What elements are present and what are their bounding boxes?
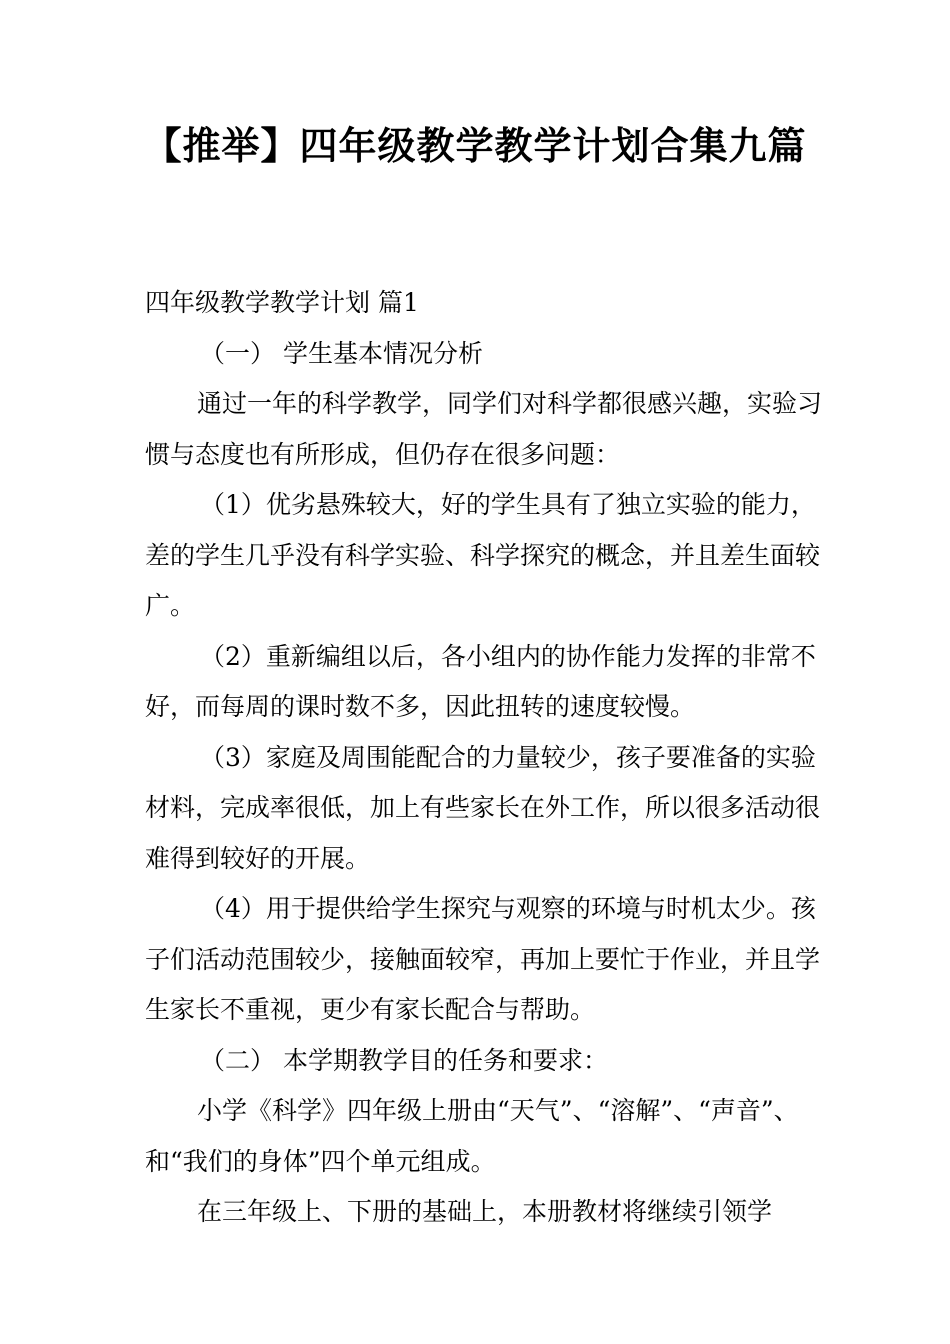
part2-paragraph-2: 在三年级上、下册的基础上，本册教材将继续引领学 — [197, 1197, 773, 1226]
part1-intro-paragraph: 通过一年的科学教学，同学们对科学都很感兴趣，实验习惯与态度也有所形成，但仍存在很多问题： — [145, 389, 823, 469]
section-heading: 四年级教学教学计划 篇1 — [145, 288, 419, 317]
part2-paragraph-1: 小学《科学》四年级上册由“天气”、“溶解”、“声音”、和“我们的身体”四个单元组成。 — [145, 1096, 799, 1176]
part1-item-2: （2）重新编组以后，各小组内的协作能力发挥的非常不好，而每周的课时数不多，因此扭转的速度较慢。 — [145, 641, 816, 721]
document-body — [145, 278, 825, 1238]
part1-item-4: （4）用于提供给学生探究与观察的环境与时机太少。孩子们活动范围较少，接触面较窄，再加上要忙于作业，并且学生家长不重视，更少有家长配合与帮助。 — [145, 894, 821, 1024]
part1-item-3: （3）家庭及周围能配合的力量较少，孩子要准备的实验材料，完成率很低，加上有些家长在外工作，所以很多活动很难得到较好的开展。 — [145, 742, 821, 873]
part2-heading: （二） 本学期教学目的任务和要求： — [200, 1045, 608, 1075]
part1-heading: （一） 学生基本情况分析 — [200, 338, 483, 368]
document-title: 【推举】四年级教学教学计划合集九篇 — [143, 124, 807, 168]
part1-item-1: （1）优劣悬殊较大，好的学生具有了独立实验的能力，差的学生几乎没有科学实验、科学探究的概念，并且差生面较广。 — [145, 490, 821, 620]
